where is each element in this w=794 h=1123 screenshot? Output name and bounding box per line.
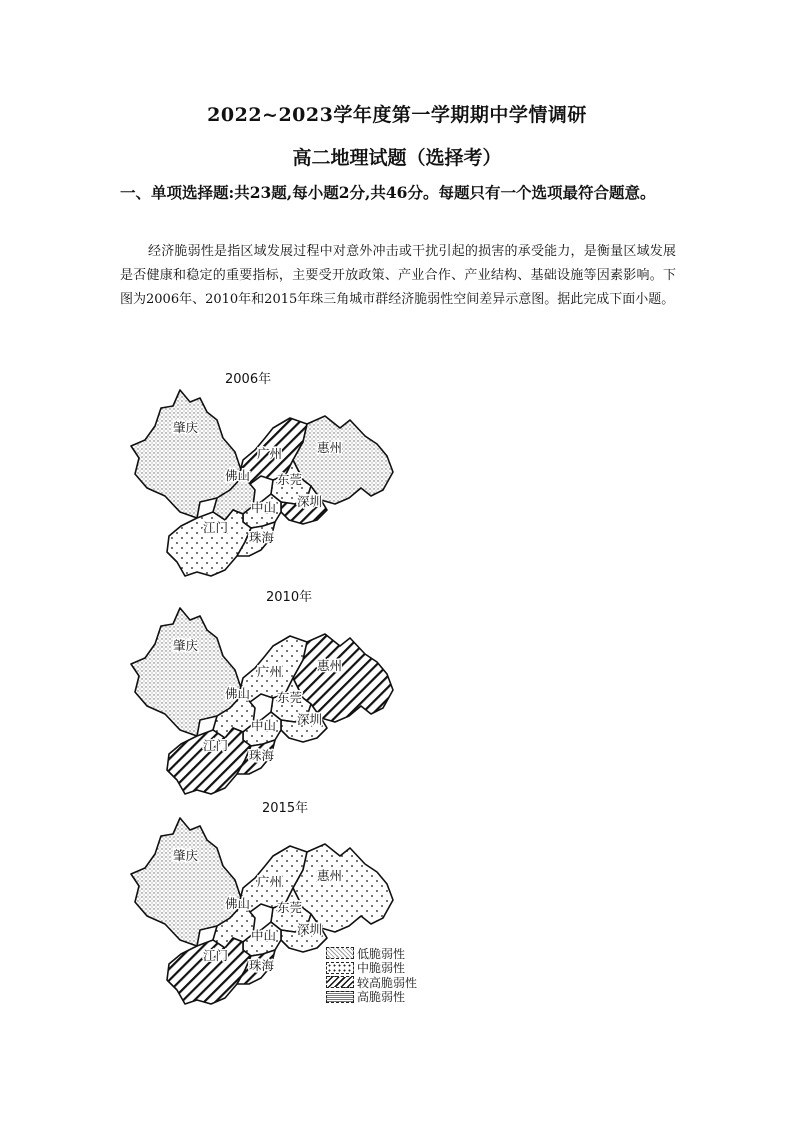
legend-label-high2: 较高脆弱性 (357, 975, 418, 990)
passage-text: 经济脆弱性是指区域发展过程中对意外冲击或干扰引起的损害的承受能力，是衡量区域发展是否健康和稳定的重要指标，主要受开放政策、产业合作、产业结构、基础设施等因素影响。下图为2006年、2010年和2015年珠三角城市群经济脆弱性空间差异示意图。据此完成下面小题。 (120, 244, 676, 307)
section-heading: 一、单项选择题:共23题,每小题2分,共46分。每题只有一个选项最符合题意。 (120, 183, 656, 202)
city-label-huizhou: 惠州 (317, 868, 343, 883)
city-label-foshan: 佛山 (225, 896, 251, 911)
map-year-2010: 2010年 (266, 590, 313, 605)
legend-swatch-mid (326, 962, 354, 974)
city-label-guangzhou: 广州 (257, 446, 283, 461)
map-year-2015: 2015年 (262, 801, 309, 816)
city-label-jiangmen: 江门 (203, 948, 229, 963)
map-2010 (125, 598, 415, 803)
exam-title: 2022~2023学年度第一学期期中学情调研 (207, 104, 587, 126)
city-label-shenzhen: 深圳 (297, 922, 323, 937)
city-label-shenzhen: 深圳 (297, 712, 323, 727)
map-year-2006: 2006年 (225, 372, 272, 387)
city-label-jiangmen: 江门 (203, 738, 229, 753)
city-label-dongguan: 东莞 (277, 900, 303, 915)
city-label-guangzhou: 广州 (257, 664, 283, 679)
city-label-zhuhai: 珠海 (249, 530, 275, 545)
city-label-zhongshan: 中山 (251, 718, 277, 733)
city-label-zhongshan: 中山 (251, 928, 277, 943)
city-label-foshan: 佛山 (225, 686, 251, 701)
city-label-zhaoqing: 肇庆 (173, 638, 199, 653)
city-label-guangzhou: 广州 (257, 874, 283, 889)
city-label-jiangmen: 江门 (203, 520, 229, 535)
exam-subtitle: 高二地理试题（选择考） (292, 147, 502, 169)
map-2006 (125, 380, 415, 585)
city-label-zhaoqing: 肇庆 (173, 848, 199, 863)
city-label-foshan: 佛山 (225, 468, 251, 483)
legend-swatch-high2 (326, 976, 354, 988)
city-label-zhongshan: 中山 (251, 500, 277, 515)
city-label-huizhou: 惠州 (317, 658, 343, 673)
legend-label-high: 高脆弱性 (357, 990, 406, 1005)
legend-item-high (326, 990, 417, 1005)
city-label-zhuhai: 珠海 (249, 958, 275, 973)
legend-swatch-low (326, 947, 354, 959)
legend-label-low: 低脆弱性 (357, 946, 406, 961)
map-legend (326, 946, 417, 1004)
city-label-zhaoqing: 肇庆 (173, 420, 199, 435)
city-label-huizhou: 惠州 (317, 440, 343, 455)
city-label-dongguan: 东莞 (277, 472, 303, 487)
city-label-shenzhen: 深圳 (297, 494, 323, 509)
city-label-zhuhai: 珠海 (249, 748, 275, 763)
city-label-dongguan: 东莞 (277, 690, 303, 705)
legend-swatch-high (326, 991, 354, 1003)
legend-label-mid: 中脆弱性 (357, 961, 406, 976)
